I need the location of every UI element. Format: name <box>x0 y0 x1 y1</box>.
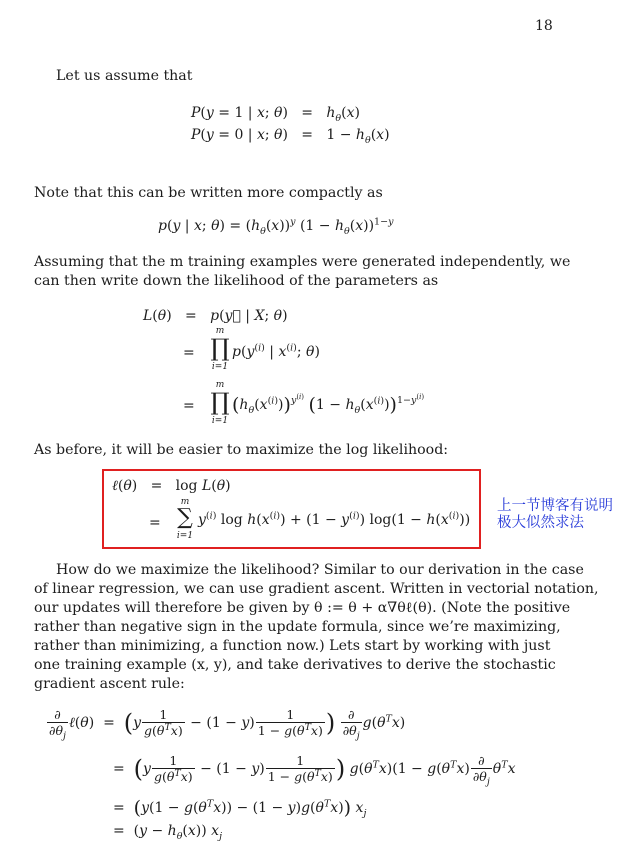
para-line-6: one training example (x, y), and take derivatives to derive the stochastic <box>34 657 556 673</box>
likelihood-row-3-body: $(h_\theta(x^{(i)}))^{y^{(i)}}$ $(1 - h_\theta(x^{(i)}))^{1-y^{(i)}}$ <box>232 393 425 416</box>
para-line-5: rather than minimizing, a function now.) Lets start by working with just <box>34 638 551 654</box>
para-line-1: How do we maximize the likelihood? Similar to our derivation in the case <box>56 562 584 578</box>
likelihood-row-3: = <box>183 398 195 414</box>
gradient-row-1: $\frac{\partial}{\partial\theta_j}$ ℓ(θ) = (y $\frac{1}{g(\theta^Tx)}$ − (1 − y) $\frac{1}{1 - g(\theta^Tx)}$ ) $\frac{\partial}{\partial\theta_j}$ $g(\theta^Tx)$ <box>49 707 406 742</box>
annotation-line-2: 极大似然求法 <box>497 515 584 531</box>
gradient-row-4: = $(y - h_\theta(x))$ $x_j$ <box>113 823 223 842</box>
likelihood-row-2: = <box>183 345 195 361</box>
para-line-3: our updates will therefore be given by θ := θ + α∇θℓ(θ). (Note the positive <box>34 600 571 616</box>
para-line-7: gradient ascent rule: <box>34 676 185 692</box>
likelihood-row-1: L(θ) = p(y⃗ | X; θ) <box>143 308 288 324</box>
product-symbol-1: m ∏ i=1 <box>210 326 230 372</box>
assume-line-1: Assuming that the m training examples were generated independently, we <box>34 254 571 270</box>
assume-line-2: can then write down the likelihood of the parameters as <box>34 273 439 289</box>
gradient-row-3: = $(y(1 - g(\theta^Tx)) - (1 - y)g(\theta^Tx))$ $x_j$ <box>113 797 367 819</box>
prob-eq-2: P(y = 0 | x; $\theta) = 1 - h_\theta(x)$ <box>191 127 390 146</box>
page-number: 18 <box>535 18 553 34</box>
compact-equation: p(y | x; $\theta) = (h_\theta(x))^y$ $(1 - h_\theta(x))^{1-y}$ <box>158 216 394 237</box>
loglik-row-2: = <box>149 515 161 531</box>
product-symbol-2: m ∏ i=1 <box>210 380 230 426</box>
loglik-row-1: ℓ(θ) = log L(θ) <box>112 478 231 494</box>
likelihood-row-2-body: $p(y^{(i)}$ | $x^{(i)}$; θ) <box>232 342 320 360</box>
gradient-row-2: = (y $\frac{1}{g(\theta^Tx)}$ − (1 − y) $\frac{1}{1 - g(\theta^Tx)}$ ) $g(\theta^Tx)(1 - g(\theta^Tx)$ $\frac{\partial}{\partial\theta_j}$ $\theta^Tx$ <box>113 753 516 788</box>
sum-symbol: m ∑ i=1 <box>176 497 194 541</box>
as-before-text: As before, it will be easier to maximize the log likelihood: <box>34 442 449 458</box>
para-line-4: rather than negative sign in the update formula, since we’re maximizing, <box>34 619 561 635</box>
intro-text: Let us assume that <box>56 68 193 84</box>
compact-note: Note that this can be written more compactly as <box>34 185 383 201</box>
annotation-line-1: 上一节博客有说明 <box>497 498 613 514</box>
prob-eq-1: P(y = 1 | x; $\theta) = h_\theta(x)$ <box>191 105 360 124</box>
loglik-row-2-body: $y^{(i)}$ $\log h(x^{(i)}) + (1 - y^{(i)}) \log(1 - h(x^{(i)}))$ <box>198 510 471 528</box>
para-line-2: of linear regression, we can use gradient ascent. Written in vectorial notation, <box>34 581 599 597</box>
